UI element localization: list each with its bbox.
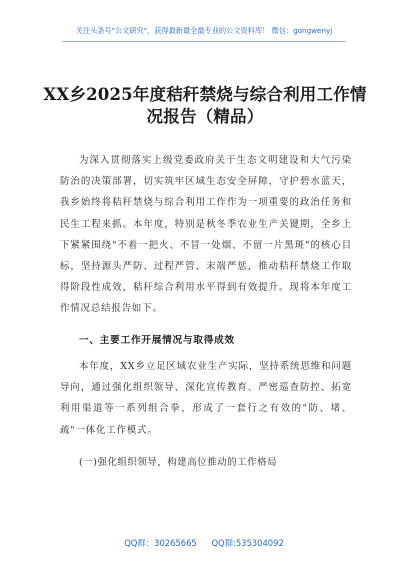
intro-paragraph: 为深入贯彻落实上级党委政府关于生态文明建设和大气污染防治的决策部署，切实筑牢区域生态安全屏障，守护碧水蓝天，我乡始终将秸秆禁烧与综合利用工作作为一项重要的政治任务和民生工程来抓。本年度，特别是秋冬季农业生产关键期，全乡上下紧紧围绕"不着一把火、不冒一处烟、不留一片黑斑"的核心目标，坚持源头严防、过程严管、末端严惩，推动秸秆禁烧工作取得阶段性成效，秸秆综合利用水平得到有效提升。现将本年度工作情况总结报告如下。 [60, 155, 352, 315]
document-title: XX乡2025年度秸秆禁烧与综合利用工作情况报告（精品） [43, 85, 367, 126]
footer-contacts [0, 537, 408, 549]
footer-qq-group-1: QQ群：30265665 [124, 538, 197, 548]
footer-qq-group-2: QQ群:535304092 [211, 538, 284, 548]
header-promo-banner: 关注头条号"公文研究"，获得最新最全最专业的公文资料库！ 微信：gongwenyj [75, 26, 333, 35]
header-divider [62, 41, 346, 42]
section-paragraph: 本年度，XX乡立足区域农业生产实际，坚持系统思维和问题导向，通过强化组织领导、深化宣传教育、严密巡查防控、拓宽利用渠道等一系列组合拳，形成了一套行之有效的"防、堵、疏"一体化工作模式。 [60, 361, 352, 436]
section-heading: 一、主要工作开展情况与取得成效 [79, 335, 235, 346]
subsection-heading: (一)强化组织领导，构建高位推动的工作格局 [79, 457, 278, 468]
